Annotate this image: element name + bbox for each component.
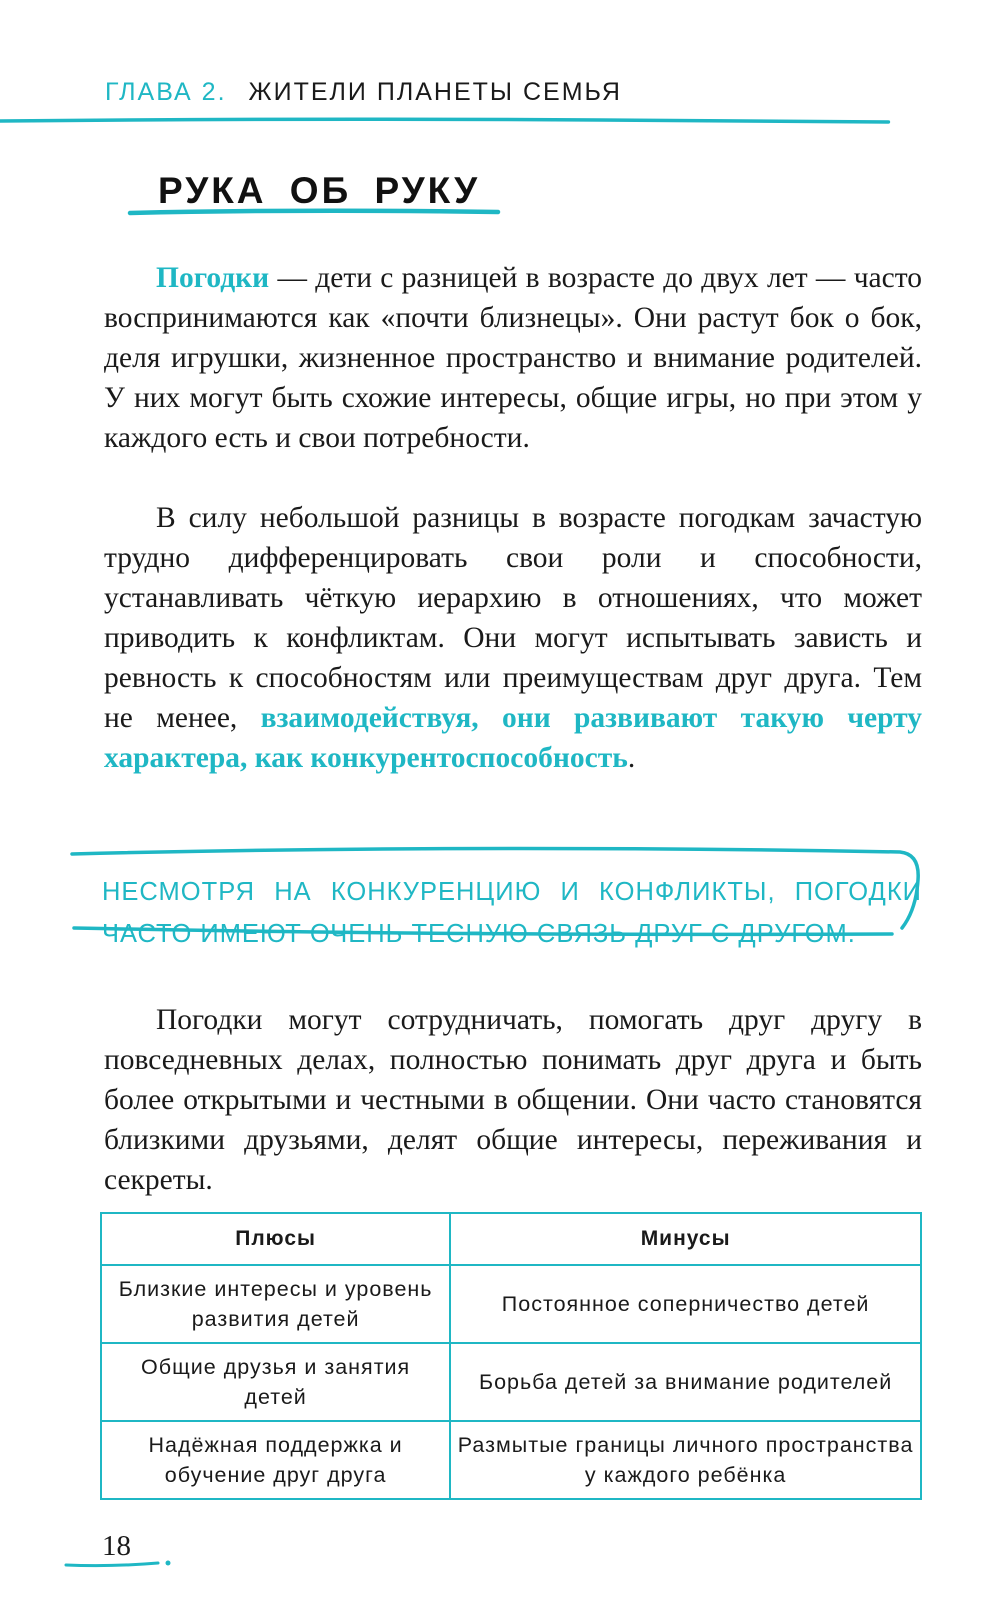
- paragraph-2-end: .: [627, 742, 636, 774]
- page-number: 18: [102, 1530, 131, 1562]
- table-row: [101, 1343, 921, 1421]
- paragraph-2-text: В силу небольшой разницы в возрасте погодкам зачастую трудно дифференцировать свои роли и способности, устанавливать чёткую иерархию в отношениях, что может приводить к конфликтам. Они могут испытывать зависть и ревность к способностям или преимуществам друг друга. Тем не менее,: [104, 502, 922, 734]
- cons-cell: Размытые границы личного пространства у каждого ребёнка: [450, 1421, 921, 1499]
- cons-header: Минусы: [450, 1213, 921, 1265]
- table-row: [101, 1421, 921, 1499]
- cons-cell: Постоянное соперничество детей: [450, 1265, 921, 1343]
- pros-cons-table: [100, 1212, 922, 1500]
- running-header: [105, 78, 622, 107]
- pros-header: Плюсы: [101, 1213, 450, 1265]
- callout-text: НЕСМОТРЯ НА КОНКУРЕНЦИЮ И КОНФЛИКТЫ, ПОГОДКИ ЧАСТО ИМЕЮТ ОЧЕНЬ ТЕСНУЮ СВЯЗЬ ДРУГ С ДРУГОМ.: [102, 878, 922, 948]
- chapter-title: ЖИТЕЛИ ПЛАНЕТЫ СЕМЬЯ: [248, 78, 622, 106]
- page-number-underline: [60, 1555, 180, 1575]
- title-underline: [120, 203, 520, 223]
- pros-cell: Общие друзья и занятия детей: [101, 1343, 450, 1421]
- header-rule: [0, 112, 1000, 132]
- paragraph-2-highlight: взаимодействуя, они развивают такую черту характера, как конкурентоспособность: [104, 702, 923, 774]
- paragraph-2: [104, 498, 922, 778]
- table-row: [101, 1265, 921, 1343]
- paragraph-1: [104, 258, 922, 458]
- cons-cell: Борьба детей за внимание родителей: [450, 1343, 921, 1421]
- chapter-label: ГЛАВА 2.: [105, 78, 227, 106]
- section-title: РУКА ОБ РУКУ: [158, 170, 481, 211]
- pros-cell: Надёжная поддержка и обучение друг друга: [101, 1421, 450, 1499]
- term-pogodki: Погодки: [156, 262, 270, 294]
- paragraph-3-text: Погодки могут сотрудничать, помогать друг другу в повседневных делах, полностью понимать друг друга и быть более открытыми и честными в общении. Они часто становятся близкими друзьями, делят общие интересы, переживания и секреты.: [104, 1004, 922, 1196]
- table-header-row: [101, 1213, 921, 1265]
- paragraph-1-text: — дети с разницей в возрасте до двух лет — часто воспринимаются как «почти близнецы». Они растут бок о бок, деля игрушки, жизненное пространство и внимание родителей. У них могут быть схожие интересы, общие игры, но при этом у каждого есть и свои потребности.: [104, 262, 922, 454]
- pros-cell: Близкие интересы и уровень развития детей: [101, 1265, 450, 1343]
- paragraph-3: [104, 1000, 922, 1200]
